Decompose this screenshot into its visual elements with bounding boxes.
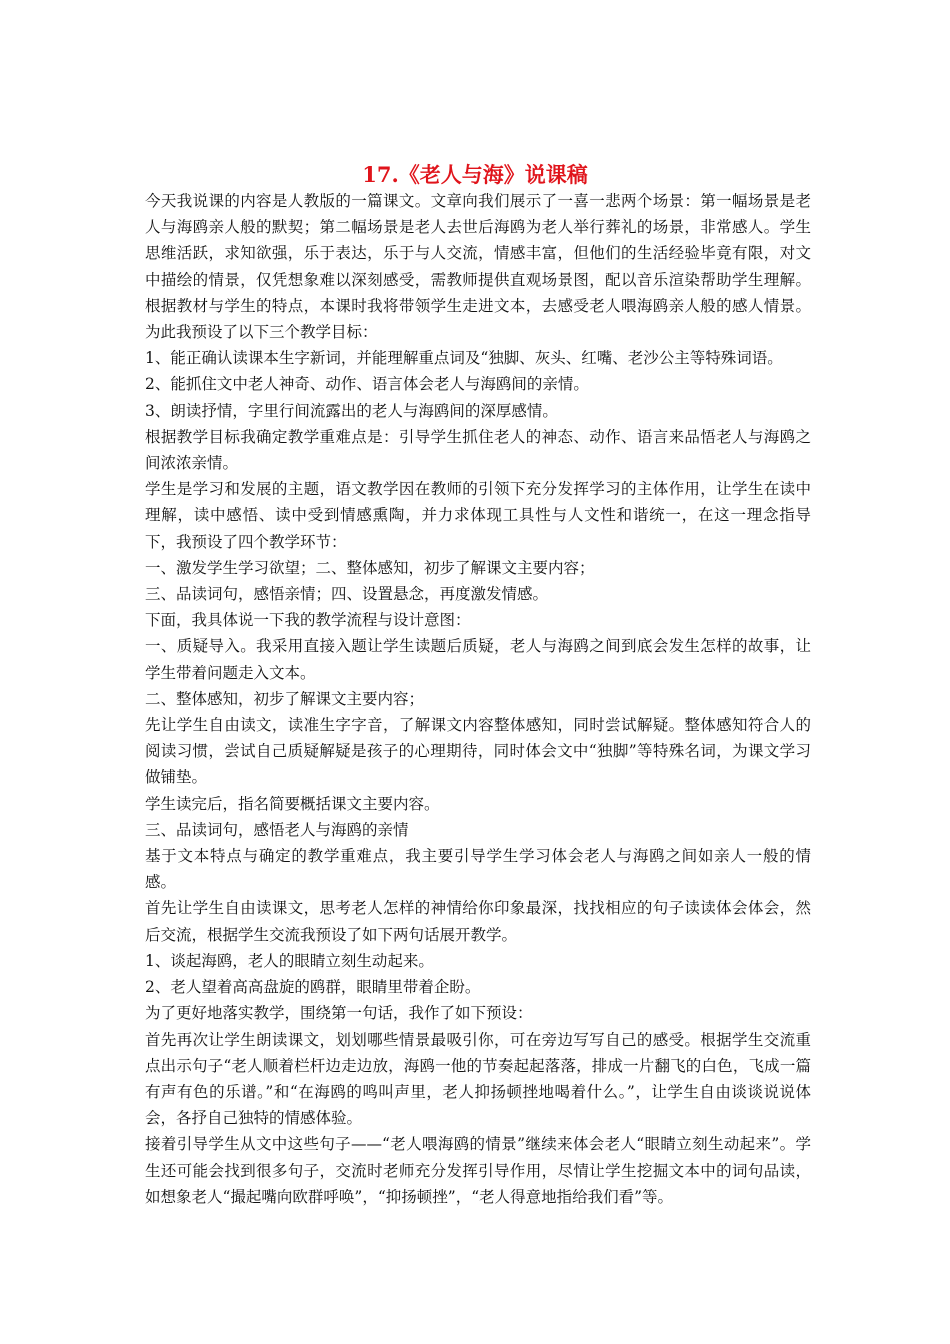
- paragraph-steps-3-4: 三、品读词句，感悟亲情；四、设置悬念，再度激发情感。: [145, 585, 549, 604]
- paragraph-goal-3: 3、朗读抒情，字里行间流露出的老人与海鸥间的深厚感情。: [145, 401, 558, 420]
- paragraph-section-3-first: 首先让学生自由读课文，思考老人怎样的神情给你印象最深，找找相应的句子读读体会体会，然后交流，根据学生交流我预设了如下两句话展开教学。: [145, 899, 811, 944]
- paragraph-goal-1: 1、能正确认读课本生字新词，并能理解重点词及“独脚、灰头、红嘴、老沙公主等特殊词语。: [145, 349, 783, 368]
- paragraph-section-2-summary: 学生读完后，指名简要概括课文主要内容。: [145, 794, 440, 813]
- paragraph-section-2-heading: 二、整体感知，初步了解课文主要内容；: [145, 689, 425, 708]
- paragraph-sentence-1: 1、谈起海鸥，老人的眼睛立刻生动起来。: [145, 951, 434, 970]
- paragraph-philosophy: 学生是学习和发展的主题，语文教学因在教师的引领下充分发挥学习的主体作用，让学生在读中理解，读中感悟、读中受到情感熏陶，并力求体现工具性与人文性和谐统一，在这一理念指导下，我预设了四个教学环节：: [145, 480, 811, 551]
- paragraph-steps-1-2: 一、激发学生学习欲望；二、整体感知，初步了解课文主要内容；: [145, 558, 595, 577]
- paragraph-flow-intro: 下面，我具体说一下我的教学流程与设计意图：: [145, 611, 471, 630]
- paragraph-preset-reading: 首先再次让学生朗读课文，划划哪些情景最吸引你，可在旁边写写自己的感受。根据学生交流重点出示句子“老人顺着栏杆边走边放，海鸥一他的节奏起起落落，排成一片翻飞的白色，飞成一篇有声有色的乐谱。”和“在海鸥的鸣叫声里，老人抑扬顿挫地喝着什么。”，让学生自由谈谈说说体会，各抒自己独特的情感体验。: [145, 1030, 811, 1128]
- paragraph-key-points: 根据教学目标我确定教学重难点是：引导学生抓住老人的神态、动作、语言来品悟老人与海鸥之间浓浓亲情。: [145, 427, 811, 473]
- document-title: 17.《老人与海》说课稿: [362, 162, 588, 187]
- paragraph-preset-intro: 为了更好地落实教学，围绕第一句话，我作了如下预设：: [145, 1004, 533, 1023]
- paragraph-section-1: 一、质疑导入。我采用直接入题让学生读题后质疑，老人与海鸥之间到底会发生怎样的故事，让学生带着问题走入文本。: [145, 637, 811, 682]
- paragraph-section-2-body: 先让学生自由读文，读准生字字音，了解课文内容整体感知，同时尝试解疑。整体感知符合人的阅读习惯，尝试自己质疑解疑是孩子的心理期待，同时体会文中“独脚”等特殊名词，为课文学习做铺垫。: [145, 716, 811, 787]
- paragraph-section-3-heading: 三、品读词句，感悟老人与海鸥的亲情: [145, 820, 409, 839]
- paragraph-goal-2: 2、能抓住文中老人神奇、动作、语言体会老人与海鸥间的亲情。: [145, 375, 589, 394]
- paragraph-preset-guidance: 接着引导学生从文中这些句子——“老人喂海鸥的情景”继续来体会老人“眼睛立刻生动起来”。学生还可能会找到很多句子，交流时老师充分发挥引导作用，尽情让学生挖掘文本中的词句品读，如想象老人“撮起嘴向欧群呼唤”，“抑扬顿挫”，“老人得意地指给我们看”等。: [145, 1135, 811, 1206]
- paragraph-sentence-2: 2、老人望着高高盘旋的鸥群，眼睛里带着企盼。: [145, 978, 481, 997]
- paragraph-section-3-basis: 基于文本特点与确定的教学重难点，我主要引导学生学习体会老人与海鸥之间如亲人一般的情感。: [145, 847, 811, 892]
- document-body: [145, 188, 811, 1210]
- paragraph-intro: 今天我说课的内容是人教版的一篇课文。文章向我们展示了一喜一悲两个场景：第一幅场景是老人与海鸥亲人般的默契；第二幅场景是老人去世后海鸥为老人举行葬礼的场景，非常感人。学生思维活跃，求知欲强，乐于表达，乐于与人交流，情感丰富，但他们的生活经验毕竟有限，对文中描绘的情景，仅凭想象难以深刻感受，需教师提供直观场景图，配以音乐渲染帮助学生理解。根据教材与学生的特点，本课时我将带领学生走进文本，去感受老人喂海鸥亲人般的感人情景。为此我预设了以下三个教学目标：: [145, 192, 811, 342]
